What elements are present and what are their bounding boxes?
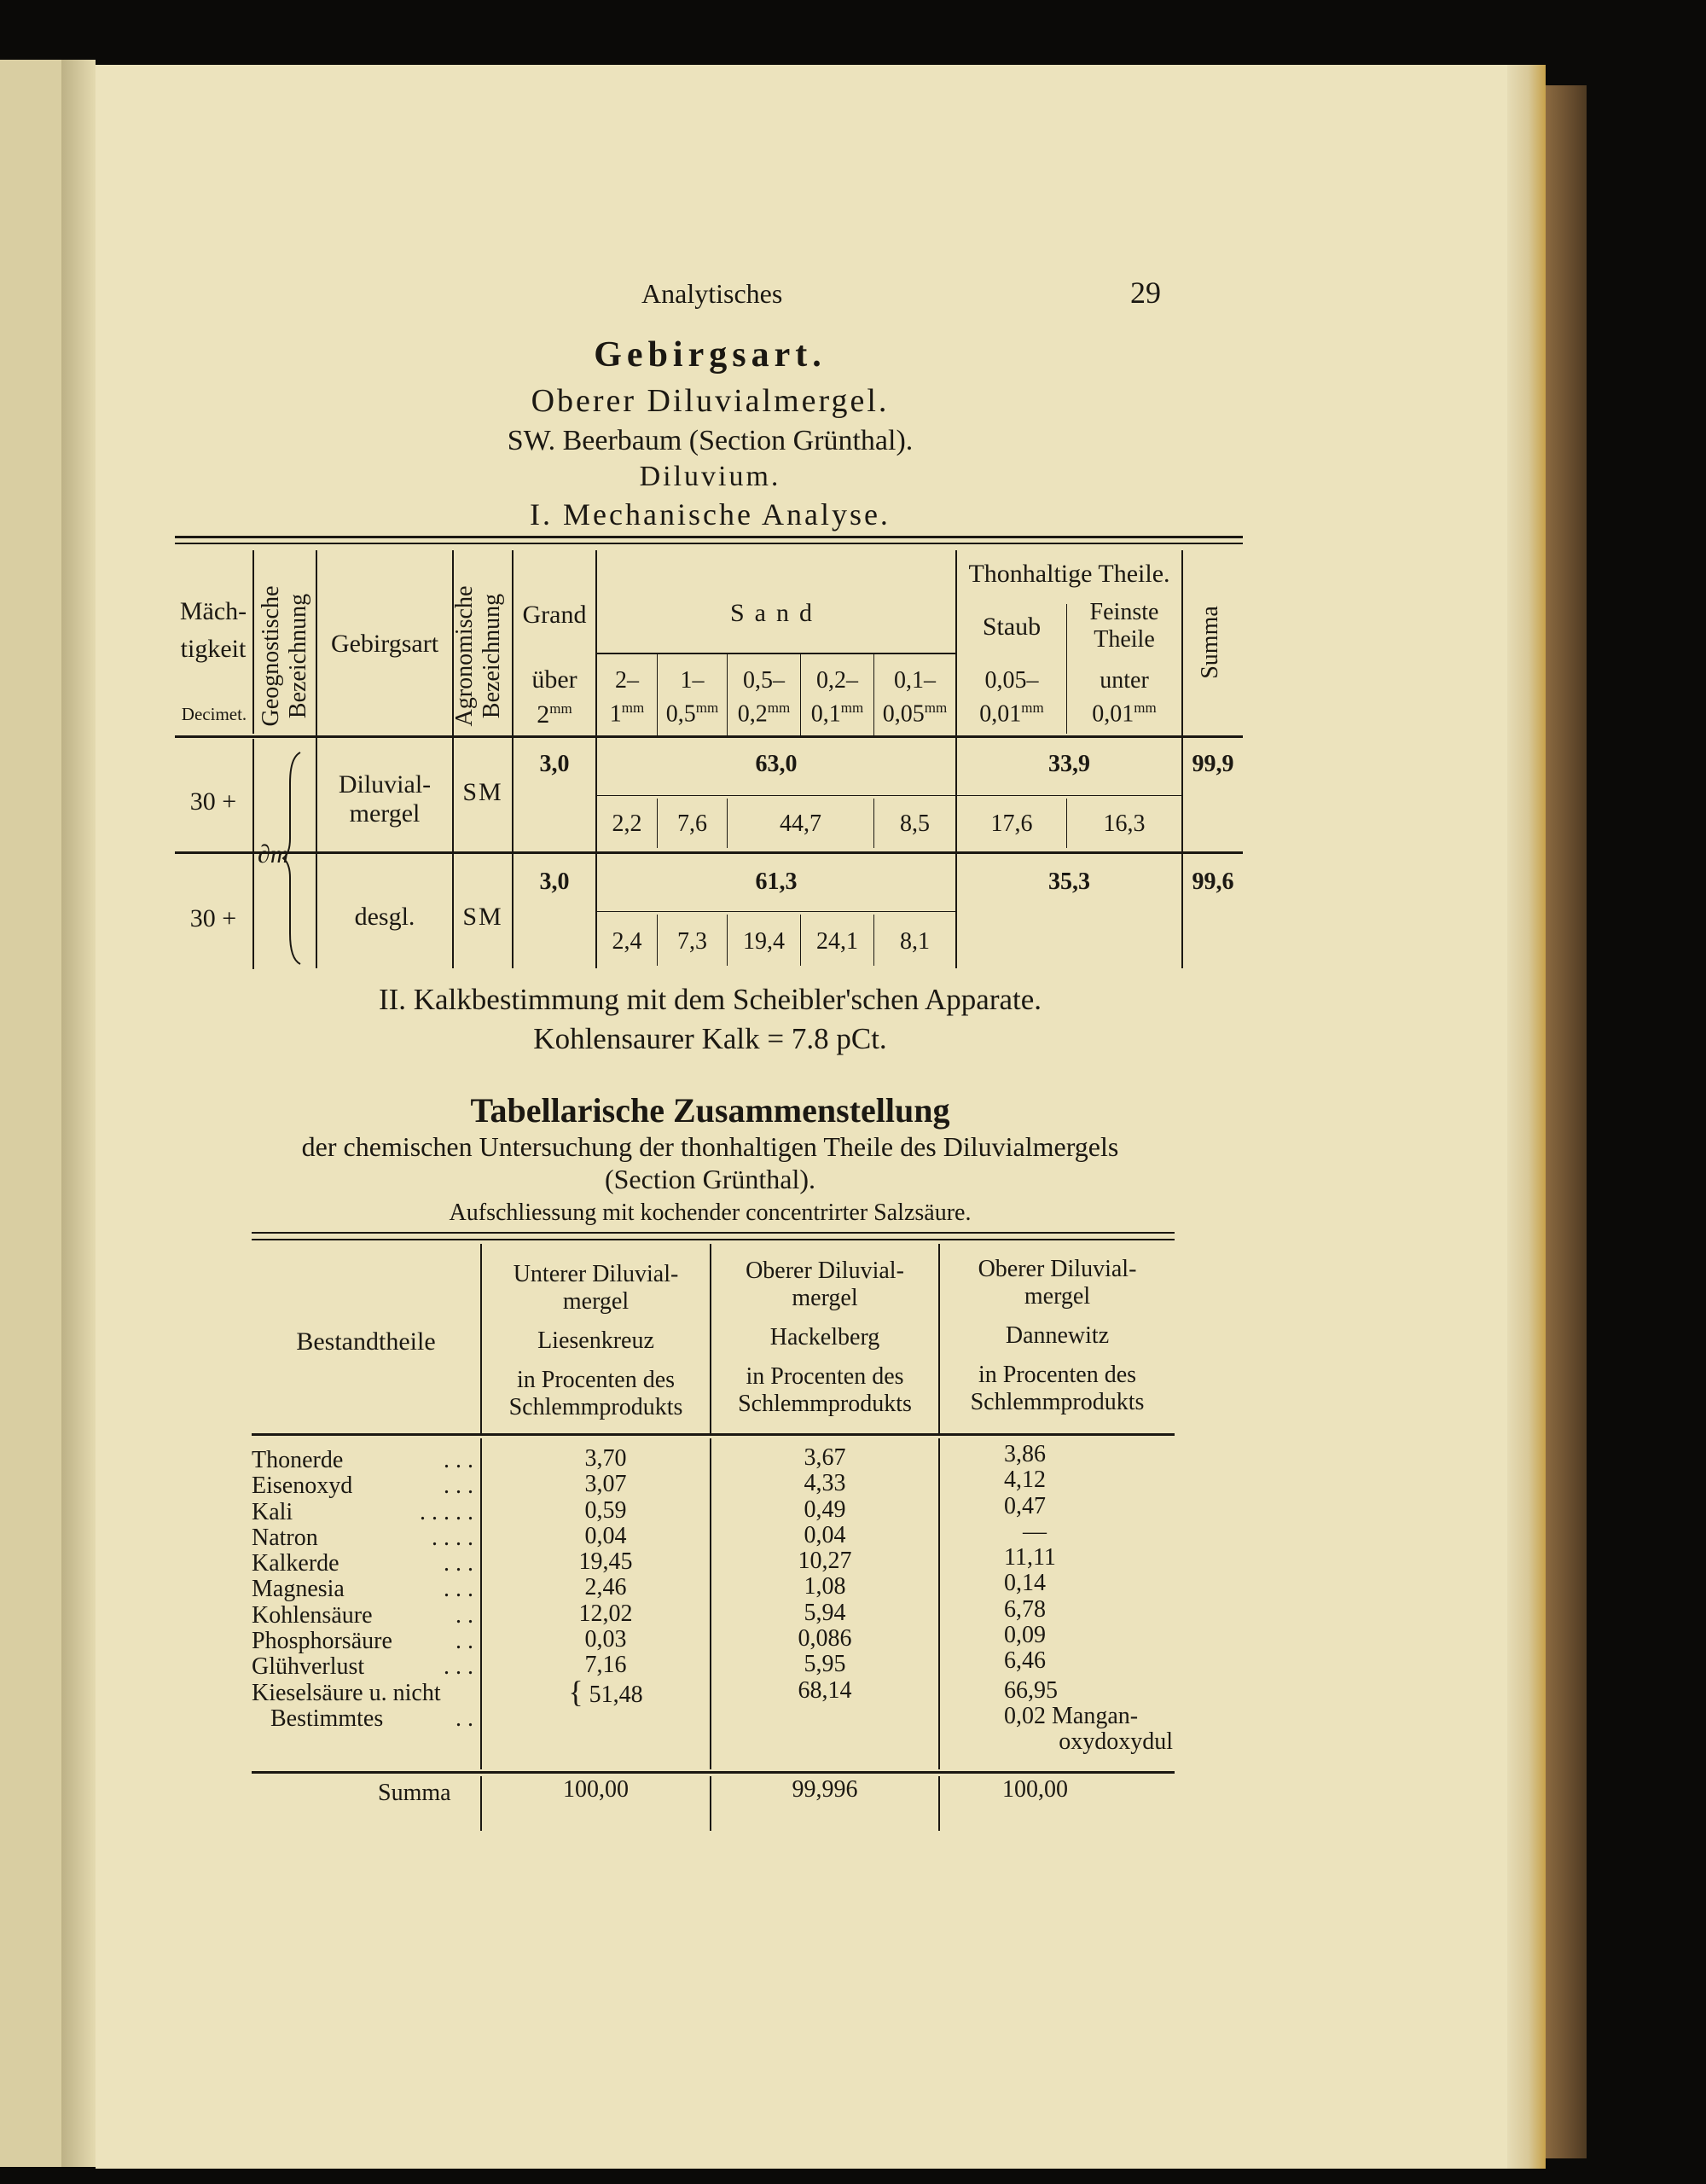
table-row xyxy=(252,1577,473,1602)
cell-value: 66,95 xyxy=(1004,1676,1058,1704)
table-row xyxy=(252,1473,473,1499)
col-header-hackelberg xyxy=(711,1258,938,1418)
summa-dannewitz: 100,00 xyxy=(1002,1776,1068,1803)
table-top-rule-2 xyxy=(175,543,1243,544)
row-label: Natron xyxy=(252,1524,318,1551)
header-text: Unterer Diluvial- xyxy=(513,1261,679,1287)
grand-unit xyxy=(514,694,595,729)
header-text: Geognostische xyxy=(258,585,284,727)
row-label: Phosphorsäure xyxy=(252,1628,392,1655)
cell-value: 1,08 xyxy=(804,1573,846,1600)
cell-text: mergel xyxy=(349,799,421,828)
subtitle: Oberer Diluvialmergel. xyxy=(531,383,890,419)
table-row xyxy=(252,1448,473,1473)
main-title: Gebirgsart. xyxy=(594,335,827,375)
row1-sand-value: 2,2 xyxy=(612,810,642,837)
col-header-geognostische xyxy=(258,566,319,746)
leader-dots: . . . xyxy=(444,1653,473,1681)
cell-value: 11,11 xyxy=(1004,1544,1056,1571)
col-header-grand-sub xyxy=(514,665,595,729)
size-value: 0,1 xyxy=(810,700,841,728)
row1-thon-total: 33,9 xyxy=(1048,751,1090,777)
summa-liesenkreuz: 100,00 xyxy=(563,1776,629,1803)
header-text: 0,05– xyxy=(984,667,1039,694)
row2-sand-total: 61,3 xyxy=(755,868,798,895)
header-text: Schlemmprodukts xyxy=(970,1389,1145,1415)
v-rule xyxy=(938,1776,940,1831)
table-row xyxy=(252,1629,473,1654)
chem-labels xyxy=(252,1448,473,1732)
col-header-thonhaltige: Thonhaltige Theile. xyxy=(968,560,1170,588)
col-header-bestandtheile: Bestandtheile xyxy=(296,1327,436,1356)
v-rule xyxy=(480,1438,482,1769)
row1-sand-total: 63,0 xyxy=(755,751,798,777)
table-row xyxy=(252,1681,473,1706)
row-label: Kali xyxy=(252,1498,293,1525)
cell-value: 3,07 xyxy=(584,1471,627,1498)
header-text: Hackelberg xyxy=(769,1324,880,1350)
row1-depth: 30 + xyxy=(189,787,237,816)
unit-mm: mm xyxy=(695,700,719,716)
cell-value: 0,02 Mangan- xyxy=(1004,1702,1139,1729)
header-text: über xyxy=(531,665,577,694)
row1-summa: 99,9 xyxy=(1192,751,1234,777)
leader-dots: . . . xyxy=(444,1472,473,1500)
header-text: 1– xyxy=(680,667,705,694)
row2-gebirgsart: desgl. xyxy=(354,903,415,931)
col-header-staub: Staub xyxy=(982,613,1042,641)
row2-depth: 30 + xyxy=(189,904,237,932)
leader-dots: . . xyxy=(456,1628,473,1655)
chem-values-hackelberg xyxy=(711,1445,938,1704)
leader-dots: . . . xyxy=(444,1576,473,1603)
col-header-maechtigkeit xyxy=(175,597,252,664)
cell-value: 0,04 xyxy=(804,1521,846,1548)
header-text: 2 xyxy=(537,700,550,729)
sand-sub-rule xyxy=(597,653,955,654)
header-text: Feinste xyxy=(1089,599,1159,625)
header-text: Schlemmprodukts xyxy=(738,1391,912,1417)
cell-value: 0,14 xyxy=(1004,1570,1046,1597)
size-value: 0,2 xyxy=(737,700,768,728)
chem-header-rule xyxy=(252,1433,1175,1436)
summa-hackelberg: 99,996 xyxy=(792,1776,858,1803)
cell-value: 6,78 xyxy=(1004,1595,1046,1623)
col-header-dannewitz xyxy=(940,1256,1175,1416)
row-label: Kohlensäure xyxy=(252,1601,373,1629)
row2-sand-value: 2,4 xyxy=(612,928,642,955)
cell-value: 0,47 xyxy=(1004,1492,1046,1519)
header-text: in Procenten des xyxy=(746,1363,904,1390)
header-text: tigkeit xyxy=(180,635,247,663)
row2-grand: 3,0 xyxy=(539,868,570,895)
cell-value: 4,33 xyxy=(804,1470,846,1497)
header-text: Agronomische xyxy=(451,585,478,727)
size-value: 0,01 xyxy=(1092,700,1134,728)
row1-grand: 3,0 xyxy=(539,751,570,777)
row-label: Glühverlust xyxy=(252,1653,365,1681)
chem-values-dannewitz xyxy=(940,1442,1175,1756)
size-value: 0,05 xyxy=(882,700,925,728)
sand-sub-header xyxy=(728,667,800,728)
row1-sand-value: 8,5 xyxy=(900,810,930,837)
table-row xyxy=(252,1500,473,1525)
summary-title: Tabellarische Zusammenstellung xyxy=(470,1091,950,1130)
header-text xyxy=(801,694,873,728)
header-text: 0,1– xyxy=(894,667,936,694)
sand-sub-header xyxy=(658,667,727,728)
cell-value: 3,70 xyxy=(584,1445,627,1472)
row2-sand-value: 19,4 xyxy=(743,928,785,955)
row1-gebirgsart xyxy=(317,770,452,828)
formation-line: Diluvium. xyxy=(639,461,781,492)
cell-value xyxy=(490,1674,721,1709)
leader-dots: . . . xyxy=(444,1447,473,1473)
row-separator xyxy=(175,851,1243,854)
unit-mm: mm xyxy=(621,700,645,716)
cell-value: — xyxy=(1023,1518,1047,1545)
col-header-feinste xyxy=(1067,599,1181,653)
table-row xyxy=(252,1551,473,1577)
leader-dots: . . . . xyxy=(432,1524,473,1551)
cell-value: 0,09 xyxy=(1004,1622,1046,1649)
header-text: 2– xyxy=(615,667,639,694)
row-label: Kalkerde xyxy=(252,1550,339,1577)
cell-value: 0,59 xyxy=(584,1496,627,1524)
col-header-grand: Grand xyxy=(522,601,587,629)
cell-value: 0,03 xyxy=(584,1626,627,1653)
row2-thon-total: 35,3 xyxy=(1048,868,1090,895)
summary-line-3: Aufschliessung mit kochender concentrirter Salzsäure. xyxy=(449,1199,972,1226)
table-row xyxy=(252,1706,473,1732)
leader-dots: . . . . . xyxy=(420,1498,473,1525)
sand-sub-header xyxy=(801,667,873,728)
header-text: 0,5– xyxy=(743,667,785,694)
row-label: Magnesia xyxy=(252,1576,345,1603)
cell-value: 10,27 xyxy=(798,1548,852,1575)
header-text: in Procenten des xyxy=(516,1367,676,1393)
cell-text: Diluvial- xyxy=(338,770,432,799)
header-text: Bezeichnung xyxy=(285,593,311,719)
unit-mm: mm xyxy=(767,700,791,716)
col-header-agronomische xyxy=(451,566,513,746)
unit-mm: mm xyxy=(1134,700,1157,716)
row2-inner-rule xyxy=(597,911,955,912)
header-text xyxy=(597,694,657,728)
row1-sand-value: 44,7 xyxy=(780,810,821,837)
header-text xyxy=(957,694,1066,728)
row1-inner-rule xyxy=(597,795,1181,796)
row2-agron: SM xyxy=(462,903,503,931)
cell-value: 0,49 xyxy=(804,1496,846,1523)
header-text: mergel xyxy=(562,1288,630,1315)
col-header-sand: Sand xyxy=(730,599,822,627)
unit-mm: mm xyxy=(924,700,948,716)
unit-mm: mm xyxy=(1021,700,1044,716)
header-text xyxy=(728,694,800,728)
chem-values-liesenkreuz xyxy=(490,1445,721,1709)
header-text xyxy=(874,694,955,728)
cell-value: 0,086 xyxy=(798,1625,852,1653)
section-2-line-1: II. Kalkbestimmung mit dem Scheibler'schen Apparate. xyxy=(378,983,1042,1016)
table-row xyxy=(252,1603,473,1629)
summa-label: Summa xyxy=(378,1780,451,1806)
header-text: mergel xyxy=(1024,1283,1091,1310)
section-1-heading: I. Mechanische Analyse. xyxy=(530,497,891,531)
row1-feinste: 16,3 xyxy=(1103,810,1146,837)
row1-agron: SM xyxy=(462,778,503,806)
cell-value: 5,94 xyxy=(804,1599,846,1626)
header-text: in Procenten des xyxy=(978,1362,1137,1388)
book-cover-edge xyxy=(1546,85,1587,2158)
col-header-feinste-sub xyxy=(1067,667,1181,728)
row2-sand-value: 24,1 xyxy=(816,928,858,955)
header-text: Oberer Diluvial- xyxy=(978,1256,1137,1282)
row1-sand-value: 7,6 xyxy=(677,810,707,837)
header-text xyxy=(658,694,727,728)
header-text: Bezeichnung xyxy=(479,593,505,719)
cell-value: 68,14 xyxy=(798,1676,852,1704)
leader-dots: . . xyxy=(456,1601,473,1629)
sand-sub-header xyxy=(874,667,955,728)
col-header-liesenkreuz xyxy=(482,1261,710,1421)
header-text: Dannewitz xyxy=(1005,1322,1110,1349)
table-top-rule xyxy=(175,536,1243,538)
row-label: Eisenoxyd xyxy=(252,1472,353,1500)
section-2-line-2: Kohlensaurer Kalk = 7.8 pCt. xyxy=(533,1022,887,1055)
cell-value: 19,45 xyxy=(578,1548,633,1576)
header-text: Theile xyxy=(1094,626,1155,653)
header-text: Mäch- xyxy=(179,597,247,625)
cell-value: 6,46 xyxy=(1004,1647,1046,1675)
cell-value: 5,95 xyxy=(804,1651,846,1678)
leader-dots: . . xyxy=(456,1705,473,1732)
brace-mark: { xyxy=(568,1674,583,1709)
cell-value: 7,16 xyxy=(584,1652,627,1679)
page-number: 29 xyxy=(1130,276,1161,310)
row1-staub: 17,6 xyxy=(990,810,1033,837)
cell-value: 51,48 xyxy=(589,1681,643,1708)
row2-sand-value: 8,1 xyxy=(900,928,930,955)
header-text xyxy=(1067,694,1181,728)
row-label: Kieselsäure u. nicht xyxy=(252,1679,441,1706)
header-text: Liesenkreuz xyxy=(537,1327,654,1354)
cell-value: 12,02 xyxy=(578,1600,633,1627)
col-header-staub-sub xyxy=(957,667,1066,728)
location-line: SW. Beerbaum (Section Grünthal). xyxy=(507,425,914,456)
sand-sub-header xyxy=(597,667,657,728)
table-row xyxy=(252,1525,473,1551)
unit-mm: mm xyxy=(549,700,572,717)
row2-summa: 99,6 xyxy=(1192,868,1234,895)
col-header-summa: Summa xyxy=(1197,606,1223,679)
cell-value: 0,04 xyxy=(584,1522,627,1549)
cell-value: 3,86 xyxy=(1004,1441,1046,1467)
leader-dots: . . . xyxy=(444,1550,473,1577)
header-text: 0,2– xyxy=(816,667,858,694)
page-edges xyxy=(1507,65,1546,2169)
summary-line-1: der chemischen Untersuchung der thonhaltigen Theile des Diluvialmergels xyxy=(301,1131,1119,1162)
header-bottom-rule xyxy=(175,735,1243,738)
unit-mm: mm xyxy=(840,700,864,716)
running-title: Analytisches xyxy=(641,278,783,309)
header-text: Oberer Diluvial- xyxy=(746,1258,904,1284)
table-row xyxy=(252,1654,473,1680)
chem-top-rule xyxy=(252,1232,1175,1234)
summary-line-2: (Section Grünthal). xyxy=(604,1164,816,1194)
size-value: 1 xyxy=(609,700,622,728)
header-text: Schlemmprodukts xyxy=(508,1394,683,1420)
row2-sand-value: 7,3 xyxy=(677,928,707,955)
header-text: unter xyxy=(1100,667,1149,694)
cell-value: oxydoxydul xyxy=(1059,1728,1173,1756)
geogn-symbol: ∂m xyxy=(258,840,289,868)
size-value: 0,01 xyxy=(979,700,1022,728)
cell-value: 3,67 xyxy=(804,1444,846,1471)
row-label: Bestimmtes xyxy=(270,1705,384,1732)
size-value: 0,5 xyxy=(665,700,696,728)
cell-value: 2,46 xyxy=(584,1574,627,1601)
col-header-decimet: Decimet. xyxy=(181,704,247,724)
v-rule xyxy=(252,739,254,969)
row-label: Thonerde xyxy=(252,1447,344,1473)
cell-value: 4,12 xyxy=(1004,1467,1046,1494)
chem-summa-rule xyxy=(252,1771,1175,1774)
col-header-gebirgsart: Gebirgsart xyxy=(330,630,439,658)
chem-top-rule-2 xyxy=(252,1239,1175,1240)
header-text: mergel xyxy=(792,1285,858,1311)
